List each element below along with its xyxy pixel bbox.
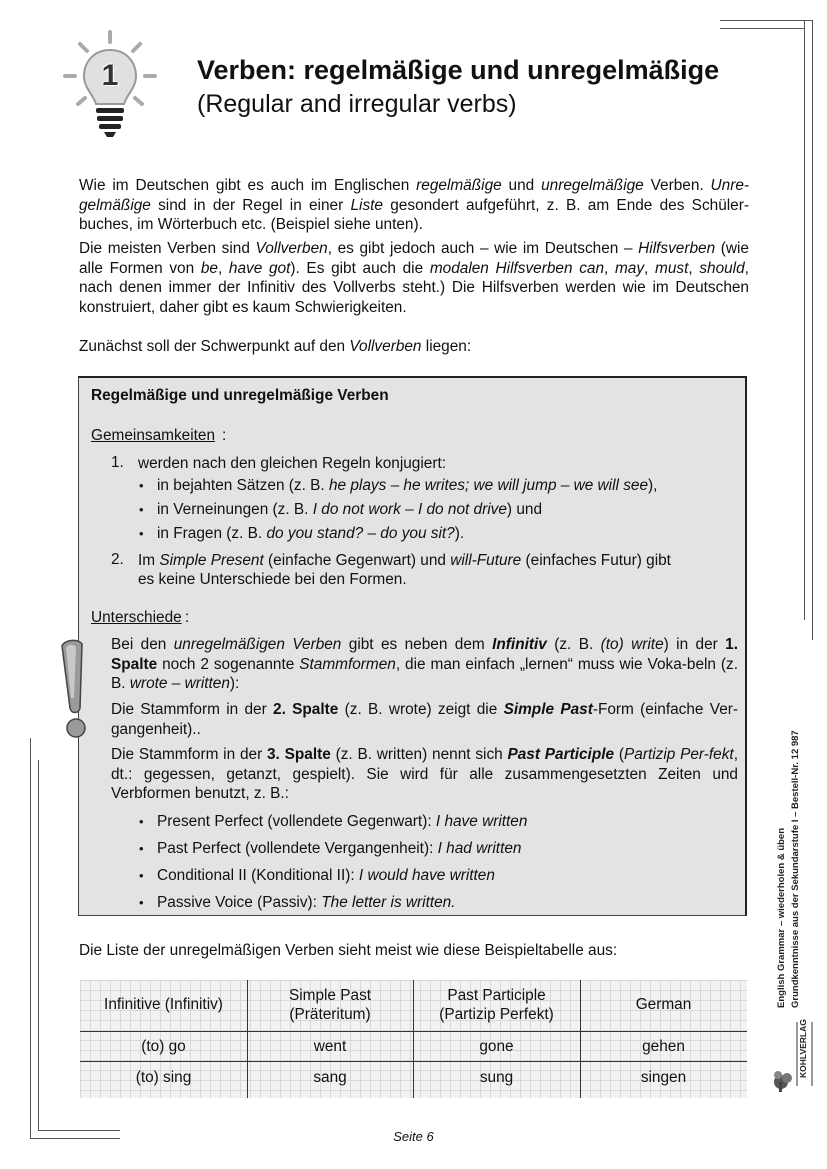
frame-left-outer	[30, 738, 31, 1138]
lightbulb-number: 1	[101, 59, 119, 92]
table-header-infinitive-line-1: Infinitive (Infinitiv)	[104, 996, 223, 1013]
frame-right-inner	[804, 20, 805, 620]
bullet-glyph: •	[139, 526, 144, 541]
table-header-simple-past-line-1: Simple Past	[288, 987, 372, 1004]
table-header-german-line-1: German	[635, 996, 692, 1013]
table-cell: gone	[479, 1038, 514, 1055]
frame-top-right-inner	[720, 28, 805, 29]
page-number: Seite 6	[393, 1129, 434, 1144]
table-cell: went	[313, 1038, 347, 1055]
table-cell: sang	[313, 1069, 347, 1086]
list-item-2-line-1: Im Simple Present (einfache Gegenwart) und will-Future (einfaches Futur) gibt	[138, 552, 671, 569]
list-item-1-text: werden nach den gleichen Regeln konjugiert:	[138, 455, 447, 472]
bullet-glyph: •	[139, 841, 144, 856]
publisher-name: KOHLVERLAG	[798, 1019, 808, 1078]
table-header-past-participle-line-2: (Partizip Perfekt)	[439, 1006, 554, 1023]
table-cell: gehen	[642, 1038, 685, 1055]
bullet-glyph: •	[139, 895, 144, 910]
table-header-simple-past-line-2: (Präteritum)	[289, 1006, 371, 1023]
table-header-infinitive	[80, 995, 247, 1014]
intro-paragraph-2: Die meisten Verben sind Vollverben, es gibt jedoch auch – wie im Deutschen – Hilfsverben (wie alle Formen von be, have got). Es gibt auch die modalen Hilfsverben can, may, must, should, nach denen immer der Infinitiv des Vollverbs steht.) Die Hilfsverben werden wie im Deutschen konstruiert, daher gibt es kaum Schwierigkeiten.	[79, 240, 749, 316]
frame-right-outer	[812, 20, 813, 640]
list-item-1-bullet-1: in bejahten Sätzen (z. B. he plays – he writes; we will jump – we will see),	[157, 477, 658, 494]
common-heading	[91, 427, 215, 445]
frame-top-right-outer	[720, 20, 813, 21]
intro-paragraph-1: Wie im Deutschen gibt es auch im Englischen regelmäßige und unregelmäßige Verben. Unre-gelmäßige sind in der Regel in einer Liste gesondert aufgeführt, z. B. am Ende des Schüler-buches, im Wörterbuch etc. (Beispiel siehe unten).	[79, 177, 749, 234]
list-number-1: 1.	[111, 454, 124, 471]
differences-bullet-4: Passive Voice (Passiv): The letter is written.	[157, 894, 456, 911]
differences-bullet-1: Present Perfect (vollendete Gegenwart): I have written	[157, 813, 528, 830]
list-item-2-line-2: es keine Unterschiede bei den Formen.	[138, 571, 407, 588]
bullet-glyph: •	[139, 814, 144, 829]
list-number-2: 2.	[111, 551, 124, 568]
exclamation-icon	[56, 638, 96, 742]
differences-paragraph-3: Die Stammform in der 3. Spalte (z. B. written) nennt sich Past Participle (Partizip Per-fekt, dt.: gegessen, getanzt, gespielt). Sie wird für alle zusammengesetzten Zeiten und Verbformen benutzt, z. B.:	[111, 746, 738, 803]
info-box-title: Regelmäßige und unregelmäßige Verben	[91, 387, 389, 404]
table-cell: singen	[640, 1069, 687, 1086]
table-cell: (to) go	[141, 1038, 186, 1055]
differences-heading-text: Unterschiede	[91, 609, 182, 626]
info-box	[78, 376, 747, 916]
irregular-verbs-table	[80, 980, 747, 1098]
differences-bullet-2: Past Perfect (vollendete Vergangenheit): I had written	[157, 840, 522, 857]
table-header-past-participle	[413, 986, 580, 1024]
common-heading-colon: :	[222, 427, 227, 444]
table-header-german	[580, 995, 747, 1014]
bullet-glyph: •	[139, 478, 144, 493]
bullet-glyph: •	[139, 868, 144, 883]
bullet-glyph: •	[139, 502, 144, 517]
frame-left-inner	[38, 760, 39, 1130]
differences-bullet-3: Conditional II (Konditional II): I would have written	[157, 867, 495, 884]
table-cell: (to) sing	[135, 1069, 192, 1086]
table-divider	[80, 1031, 747, 1032]
differences-paragraph-1: Bei den unregelmäßigen Verben gibt es neben dem Infinitiv (z. B. (to) write) in der 1. Spalte noch 2 sogenannte Stammformen, die man einfach „lernen“ muss wie Voka-beln (z. B. wrote – written):	[111, 636, 738, 693]
intro-paragraph-3: Zunächst soll der Schwerpunkt auf den Vollverben liegen:	[79, 338, 472, 355]
list-item-1-bullet-3: in Fragen (z. B. do you stand? – do you sit?).	[157, 525, 465, 542]
table-cell: sung	[479, 1069, 514, 1086]
list-item-1-bullet-2: in Verneinungen (z. B. I do not work – I do not drive) und	[157, 501, 543, 518]
table-header-simple-past	[247, 986, 413, 1024]
sidebar-line-2: Grundkenntnisse aus der Sekundarstufe I – Bestell-Nr. 12 987	[790, 730, 801, 1008]
differences-heading	[91, 609, 182, 627]
page-title: Verben: regelmäßige und unregelmäßige	[197, 55, 720, 85]
sidebar-line-1: English Grammar – wiederholen & üben	[776, 827, 787, 1008]
table-header-past-participle-line-1: Past Participle	[447, 987, 546, 1004]
page-subtitle: (Regular and irregular verbs)	[197, 90, 517, 118]
differences-heading-colon: :	[185, 609, 190, 626]
table-divider	[80, 1061, 747, 1062]
differences-paragraph-2: Die Stammform in der 2. Spalte (z. B. wrote) zeigt die Simple Past-Form (einfache Ver-gangenheit)..	[111, 701, 739, 738]
publisher-logo	[770, 1020, 814, 1096]
table-intro: Die Liste der unregelmäßigen Verben sieht meist wie diese Beispieltabelle aus:	[79, 942, 618, 959]
common-heading-text: Gemeinsamkeiten	[91, 427, 216, 444]
lightbulb-icon	[60, 28, 160, 140]
